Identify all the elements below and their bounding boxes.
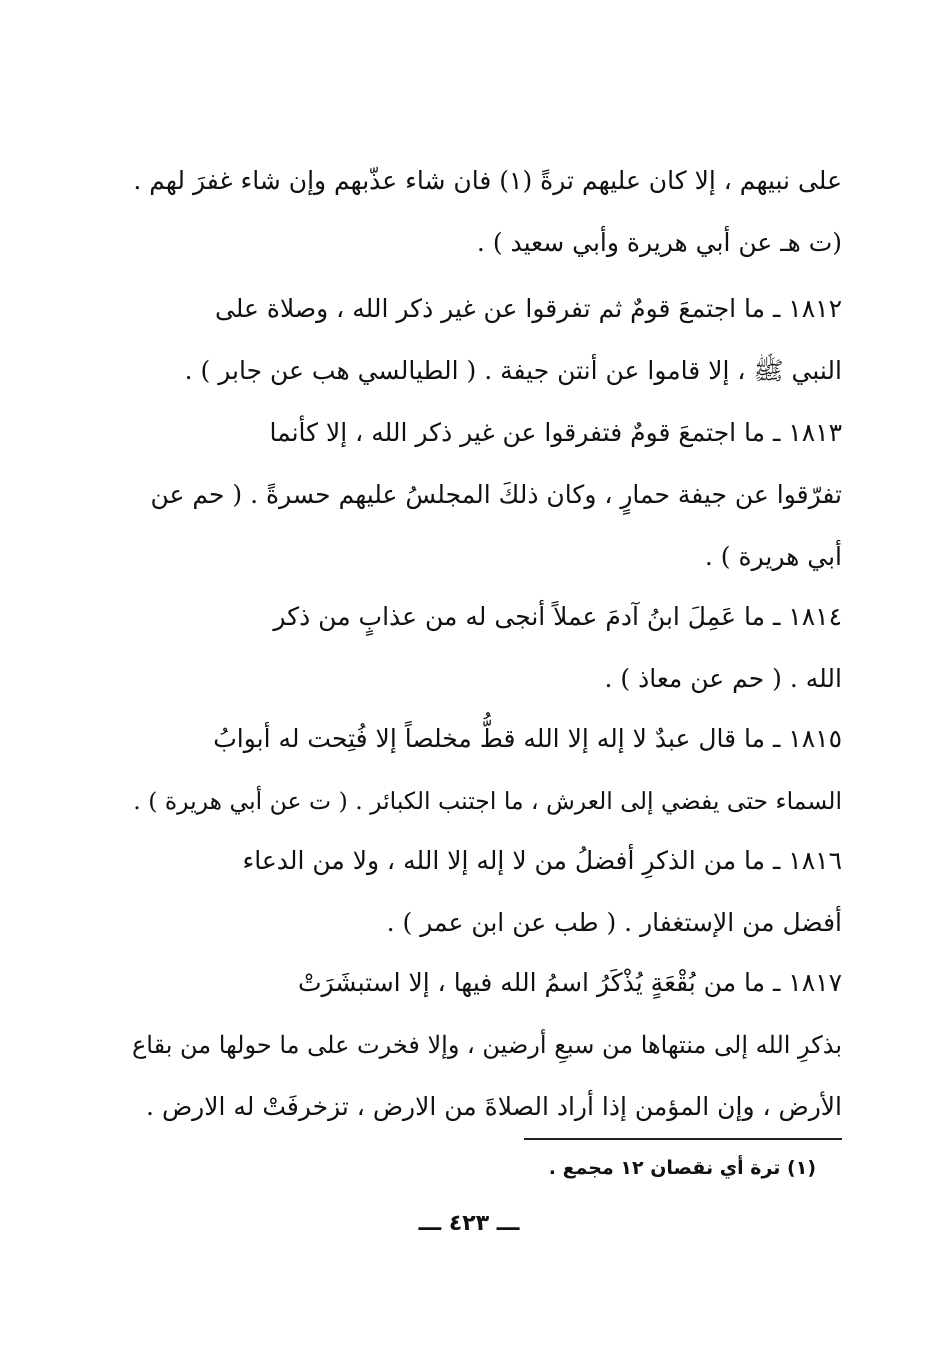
text-line: أبي هريرة ) . xyxy=(704,542,842,571)
text-line: ١٨١٦ ـ ما من الذكرِ أفضلُ من لا إله إلا الله ، ولا من الدعاء xyxy=(242,846,842,875)
text-line: الله . ( حم عن معاذ ) . xyxy=(604,664,842,693)
text-line: السماء حتى يفضي إلى العرش ، ما اجتنب الكبائر . ( ت عن أبي هريرة ) . xyxy=(133,787,842,815)
text-line: أفضل من الإستغفار . ( طب عن ابن عمر ) . xyxy=(386,908,842,937)
hadith-1815 xyxy=(130,708,842,832)
text-line: (ت هـ عن أبي هريرة وأبي سعيد ) . xyxy=(476,228,842,257)
text-line: النبي ﷺ ، إلا قاموا عن أنتن جيفة . ( الطيالسي هب عن جابر ) . xyxy=(184,356,842,385)
hadith-1817 xyxy=(130,952,842,1138)
hadith-1812 xyxy=(130,278,842,402)
text-line: ١٨١٥ ـ ما قال عبدٌ لا إله إلا الله قطُّ مخلصاً إلا فُتِحت له أبوابُ xyxy=(213,724,842,753)
hadith-1814 xyxy=(130,586,842,710)
footnote-divider xyxy=(524,1138,842,1140)
text-line: بذكرِ الله إلى منتهاها من سبعِ أرضين ، وإلا فخرت على ما حولها من بقاع xyxy=(131,1031,842,1059)
text-line: الأرض ، وإن المؤمن إذا أراد الصلاةَ من الارض ، تزخرفَتْ له الارض . xyxy=(146,1092,842,1121)
text-line: على نبيهم ، إلا كان عليهم ترةً (١) فان شاء عذّبهم وإن شاء غفرَ لهم . xyxy=(133,166,842,195)
main-text-block xyxy=(130,150,842,274)
page-number: ـــ ٤٢٣ ـــ xyxy=(418,1211,520,1236)
text-line: ١٨١٢ ـ ما اجتمعَ قومٌ ثم تفرقوا عن غير ذكر الله ، وصلاة على xyxy=(214,294,842,323)
text-line: ١٨١٧ ـ ما من بُقْعَةٍ يُذْكَرُ اسمُ الله فيها ، إلا استبشَرَتْ xyxy=(297,968,842,997)
footnote: (١) ترة أي نقصان ١٢ مجمع . xyxy=(548,1157,816,1179)
text-line: ١٨١٣ ـ ما اجتمعَ قومٌ فتفرقوا عن غير ذكر الله ، إلا كأنما xyxy=(269,418,842,447)
text-line: ١٨١٤ ـ ما عَمِلَ ابنُ آدمَ عملاً أنجى له من عذابٍ من ذكر xyxy=(273,602,842,631)
hadith-1813 xyxy=(130,402,842,588)
text-line: تفرّقوا عن جيفة حمارٍ ، وكان ذلكَ المجلسُ عليهم حسرةً . ( حم عن xyxy=(150,480,842,509)
hadith-1816 xyxy=(130,830,842,954)
